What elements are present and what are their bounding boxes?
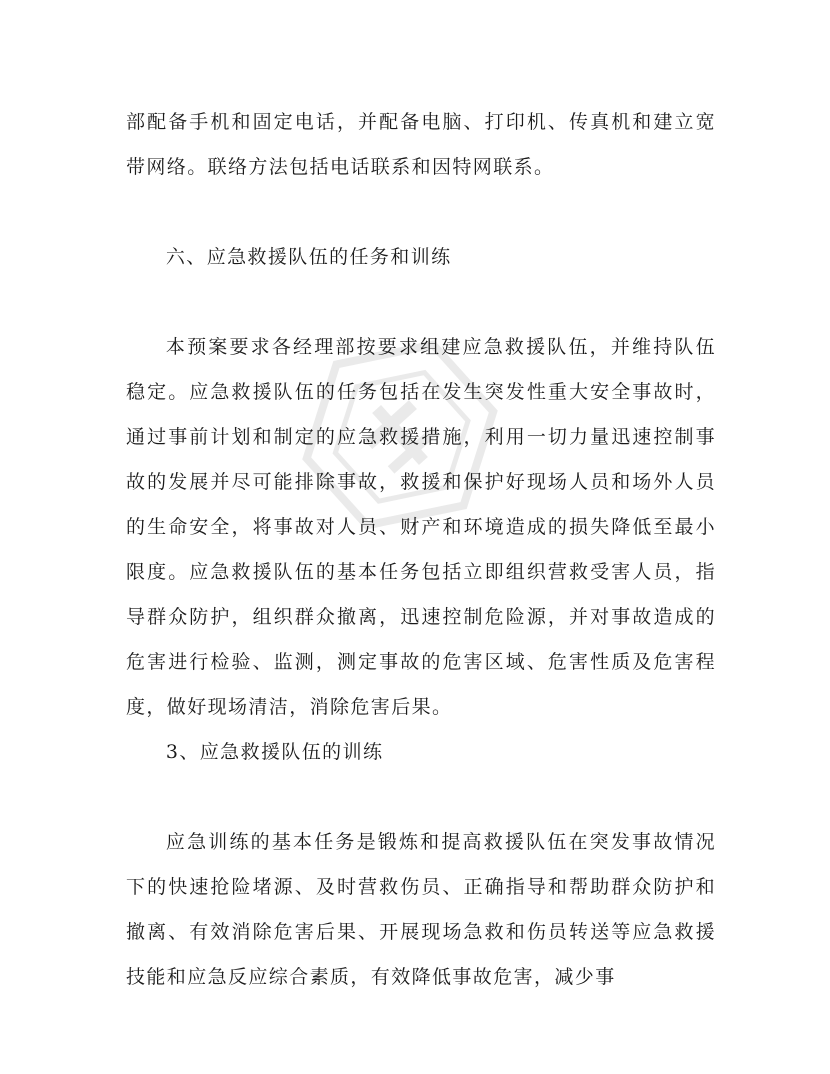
document-body [126, 100, 716, 1000]
intro-paragraph: 部配备手机和固定电话，并配备电脑、打印机、传真机和建立宽带网络。联络方法包括电话联系和因特网联系。 [126, 111, 716, 178]
section-heading: 六、应急救援队伍的任务和训练 [165, 246, 452, 268]
training-paragraph: 应急训练的基本任务是锻炼和提高救援队伍在突发事故情况下的快速抢险堵源、及时营救伤员、正确指导和帮助群众防护和撤离、有效消除危害后果、开展现场急救和伤员转送等应急救援技能和应急反应综合素质，有效降低事故危害，减少事 [126, 831, 716, 988]
training-heading: 3、应急救援队伍的训练 [165, 741, 384, 763]
task-paragraph: 本预案要求各经理部按要求组建应急救援队伍，并维持队伍稳定。应急救援队伍的任务包括在发生突发性重大安全事故时，通过事前计划和制定的应急救援措施，利用一切力量迅速控制事故的发展并尽可能排除事故，救援和保护好现场人员和场外人员的生命安全，将事故对人员、财产和环境造成的损失降低至最小限度。应急救援队伍的基本任务包括立即组织营救受害人员，指导群众防护，组织群众撤离，迅速控制危险源，并对事故造成的危害进行检验、监测，测定事故的危害区域、危害性质及危害程度，做好现场清洁，消除危害后果。 [126, 336, 716, 718]
